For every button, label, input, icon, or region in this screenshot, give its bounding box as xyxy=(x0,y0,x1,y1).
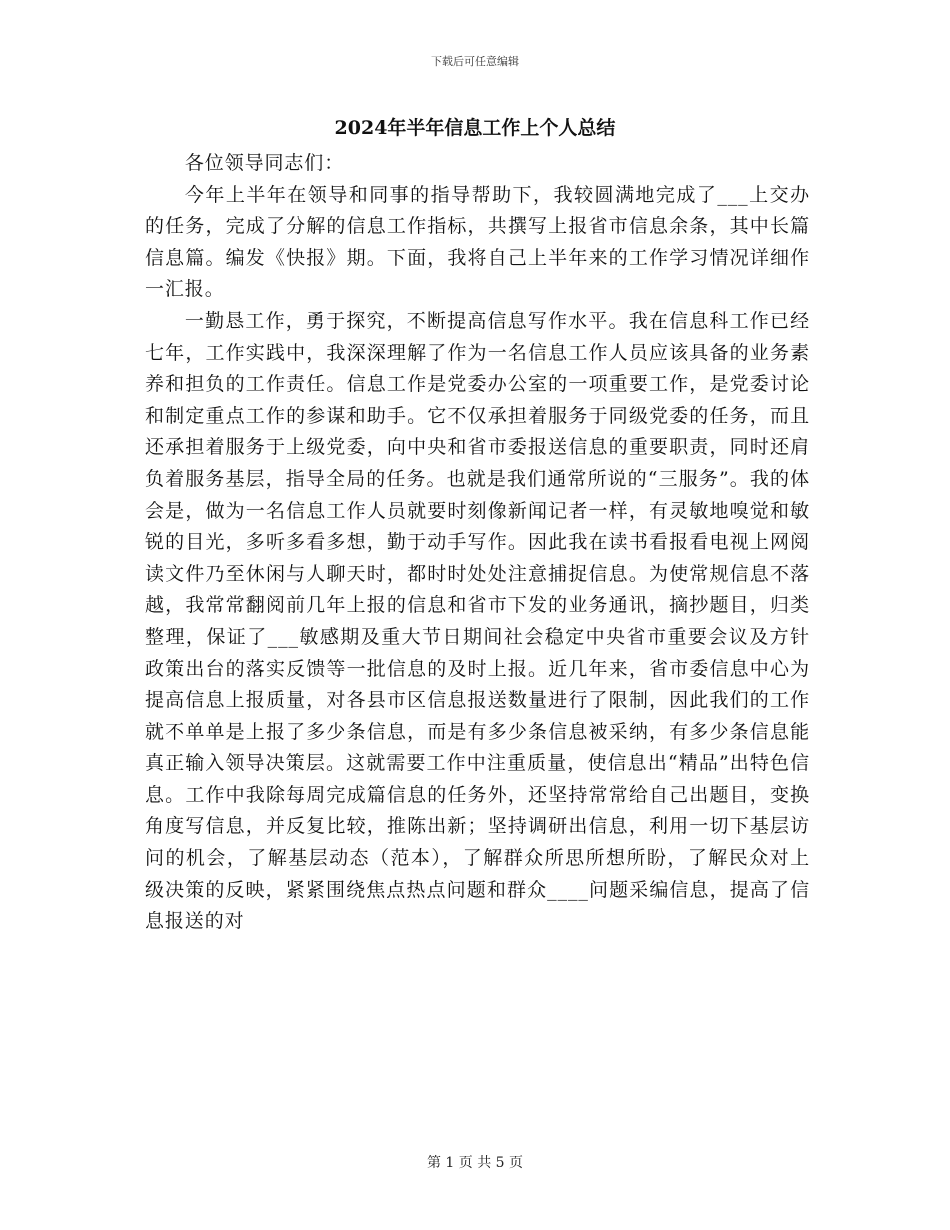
document-title: 2024年半年信息工作上个人总结 xyxy=(334,117,616,139)
page-header: 下载后可任意编辑 xyxy=(431,55,519,68)
section-one-paragraph: 一勤恳工作，勇于探究，不断提高信息写作水平。我在信息科工作已经七年，工作实践中，我深深理解了作为一名信息工作人员应该具备的业务素养和担负的工作责任。信息工作是党委办公室的一项重要工作，是党委讨论和制定重点工作的参谋和助手。它不仅承担着服务于同级党委的任务，而且还承担着服务于上级党委，向中央和省市委报送信息的重要职责，同时还肩负着服务基层，指导全局的任务。也就是我们通常所说的“三服务”。我的体会是，做为一名信息工作人员就要时刻像新闻记者一样，有灵敏地嗅觉和敏锐的目光，多听多看多想，勤于动手写作。因此我在读书看报看电视上网阅读文件乃至休闲与人聊天时，都时时处处注意捕捉信息。为使常规信息不落越，我常常翻阅前几年上报的信息和省市下发的业务通讯，摘抄题目，归类整理，保证了___敏感期及重大节日期间社会稳定中央省市重要会议及方针政策出台的落实反馈等一批信息的及时上报。近几年来，省市委信息中心为提高信息上报质量，对各县市区信息报送数量进行了限制，因此我们的工作就不单单是上报了多少条信息，而是有多少条信息被采纳，有多少条信息能真正输入领导决策层。这就需要工作中注重质量，使信息出“精品”出特色信息。工作中我除每周完成篇信息的任务外，还坚持常常给自己出题目，变换角度写信息，并反复比较，推陈出新；坚持调研出信息，利用一切下基层访问的机会，了解基层动态（范本），了解群众所思所想所盼，了解民众对上级决策的反映，紧紧围绕焦点热点问题和群众____问题采编信息，提高了信息报送的对 xyxy=(145,309,810,933)
document-body xyxy=(145,148,810,938)
salutation-paragraph: 各位领导同志们： xyxy=(184,152,345,174)
intro-paragraph: 今年上半年在领导和同事的指导帮助下，我较圆满地完成了___上交办的任务，完成了分解的信息工作指标，共撰写上报省市信息余条，其中长篇信息篇。编发《快报》期。下面，我将自己上半年来的工作学习情况详细作一汇报。 xyxy=(145,183,810,301)
page-footer: 第 1 页 共 5 页 xyxy=(426,1155,524,1171)
